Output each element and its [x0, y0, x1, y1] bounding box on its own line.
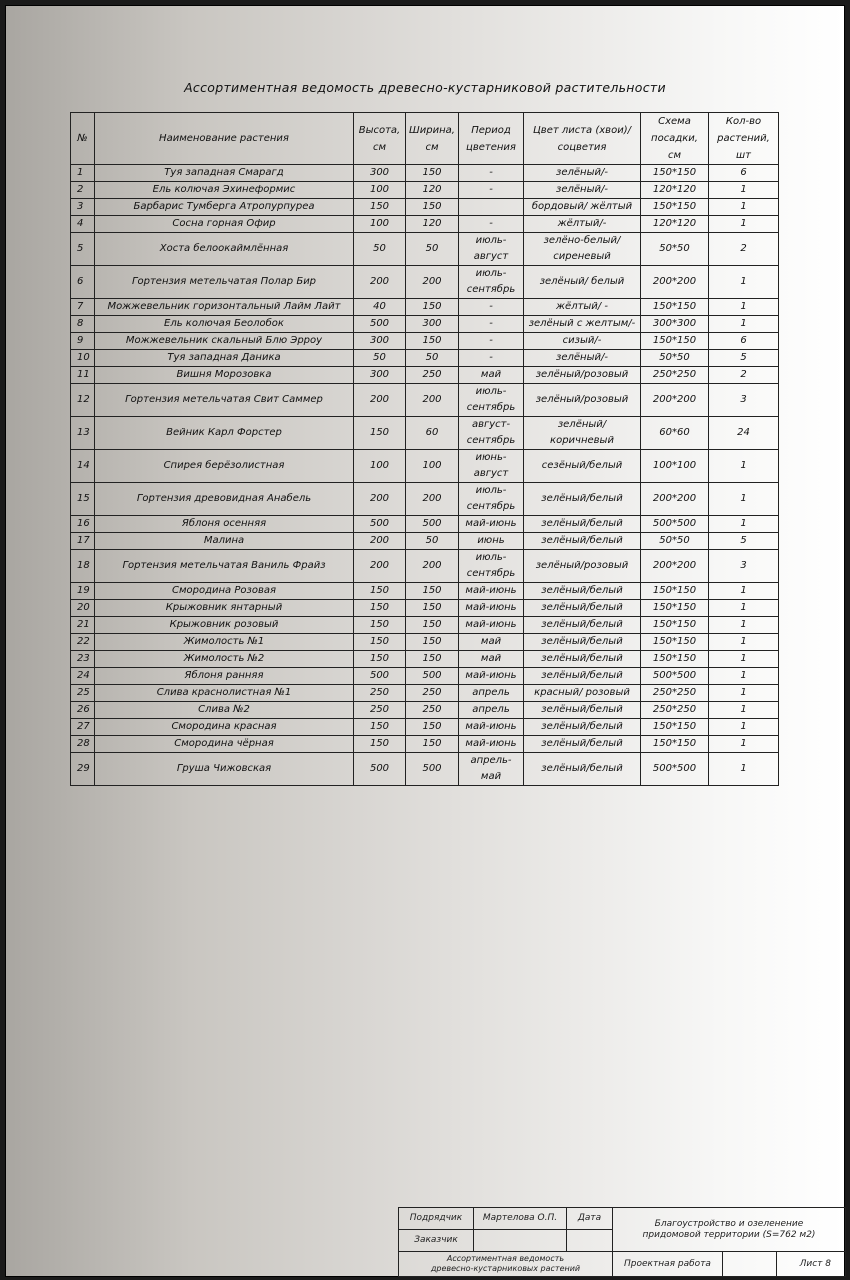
cell-width: 200 [406, 550, 459, 583]
cell-height: 300 [354, 333, 406, 350]
cell-bloom-period: июнь [459, 533, 524, 550]
header-height: Высота, см [354, 113, 406, 165]
cell-bloom-period: май-июнь [459, 600, 524, 617]
cell-planting-scheme: 500*500 [641, 668, 709, 685]
cell-planting-scheme: 250*250 [641, 702, 709, 719]
cell-height: 150 [354, 651, 406, 668]
cell-planting-scheme: 150*150 [641, 600, 709, 617]
table-row [71, 299, 779, 316]
cell-height: 100 [354, 182, 406, 199]
cell-height: 40 [354, 299, 406, 316]
cell-plant-name: Ель колючая Эхинеформис [95, 182, 354, 199]
cell-planting-scheme: 250*250 [641, 367, 709, 384]
table-row [71, 199, 779, 216]
cell-quantity: 1 [709, 719, 779, 736]
cell-number: 4 [71, 216, 95, 233]
cell-height: 150 [354, 617, 406, 634]
cell-leaf-color: бордовый/ жёлтый [524, 199, 641, 216]
table-row [71, 617, 779, 634]
cell-leaf-color: зелёный/белый [524, 583, 641, 600]
cell-leaf-color: зелёный/белый [524, 533, 641, 550]
cell-plant-name: Можжевельник горизонтальный Лайм Лайт [95, 299, 354, 316]
cell-height: 150 [354, 634, 406, 651]
table-row [71, 668, 779, 685]
cell-width: 250 [406, 685, 459, 702]
cell-quantity: 2 [709, 233, 779, 266]
cell-planting-scheme: 150*150 [641, 617, 709, 634]
table-row [71, 483, 779, 516]
table-header-row [71, 113, 779, 165]
header-width: Ширина, см [406, 113, 459, 165]
cell-planting-scheme: 150*150 [641, 736, 709, 753]
cell-leaf-color: жёлтый/- [524, 216, 641, 233]
cell-quantity: 1 [709, 753, 779, 786]
contractor-name: Мартелова О.П. [473, 1207, 567, 1230]
cell-leaf-color: красный/ розовый [524, 685, 641, 702]
cell-quantity: 1 [709, 199, 779, 216]
contractor-label: Подрядчик [398, 1207, 474, 1230]
cell-height: 250 [354, 702, 406, 719]
cell-height: 50 [354, 350, 406, 367]
cell-bloom-period: май-июнь [459, 516, 524, 533]
stamp-empty-cell [722, 1251, 777, 1277]
cell-number: 13 [71, 417, 95, 450]
cell-bloom-period: июль-сентябрь [459, 483, 524, 516]
cell-plant-name: Спирея берёзолистная [95, 450, 354, 483]
cell-planting-scheme: 500*500 [641, 516, 709, 533]
cell-quantity: 1 [709, 583, 779, 600]
cell-leaf-color: зелёный/белый [524, 617, 641, 634]
cell-width: 60 [406, 417, 459, 450]
title-block [398, 1207, 846, 1277]
project-title: Благоустройство и озеленение придомовой территории (S=762 м2) [612, 1207, 846, 1252]
cell-bloom-period: апрель-май [459, 753, 524, 786]
cell-height: 100 [354, 216, 406, 233]
cell-number: 17 [71, 533, 95, 550]
table-row [71, 233, 779, 266]
cell-plant-name: Гортензия метельчатая Ваниль Фрайз [95, 550, 354, 583]
cell-number: 8 [71, 316, 95, 333]
cell-number: 24 [71, 668, 95, 685]
cell-leaf-color: зелёный/белый [524, 702, 641, 719]
cell-leaf-color: зелёный/белый [524, 483, 641, 516]
cell-leaf-color: сезёный/белый [524, 450, 641, 483]
cell-number: 28 [71, 736, 95, 753]
cell-leaf-color: зелёный/- [524, 182, 641, 199]
cell-plant-name: Жимолость №1 [95, 634, 354, 651]
table-row [71, 165, 779, 182]
cell-leaf-color: зелёный/белый [524, 668, 641, 685]
cell-quantity: 1 [709, 450, 779, 483]
cell-width: 500 [406, 668, 459, 685]
cell-plant-name: Хоста белоокаймлённая [95, 233, 354, 266]
cell-bloom-period: май-июнь [459, 719, 524, 736]
cell-planting-scheme: 300*300 [641, 316, 709, 333]
cell-number: 12 [71, 384, 95, 417]
cell-leaf-color: зелёный/- [524, 350, 641, 367]
table-row [71, 417, 779, 450]
cell-number: 11 [71, 367, 95, 384]
cell-leaf-color: зелёный/ белый [524, 266, 641, 299]
cell-quantity: 1 [709, 182, 779, 199]
cell-number: 15 [71, 483, 95, 516]
cell-plant-name: Жимолость №2 [95, 651, 354, 668]
cell-leaf-color: зелёный/белый [524, 753, 641, 786]
cell-leaf-color: зелёный/белый [524, 719, 641, 736]
cell-bloom-period: - [459, 182, 524, 199]
customer-label: Заказчик [398, 1229, 474, 1252]
cell-bloom-period: - [459, 216, 524, 233]
table-row [71, 600, 779, 617]
cell-plant-name: Можжевельник скальный Блю Эрроу [95, 333, 354, 350]
cell-width: 100 [406, 450, 459, 483]
cell-leaf-color: жёлтый/ - [524, 299, 641, 316]
cell-quantity: 1 [709, 651, 779, 668]
cell-plant-name: Груша Чижовская [95, 753, 354, 786]
cell-planting-scheme: 150*150 [641, 719, 709, 736]
cell-plant-name: Смородина красная [95, 719, 354, 736]
cell-height: 200 [354, 550, 406, 583]
table-row [71, 367, 779, 384]
cell-planting-scheme: 50*50 [641, 533, 709, 550]
cell-bloom-period: июль-август [459, 233, 524, 266]
cell-leaf-color: зелёный/белый [524, 736, 641, 753]
cell-leaf-color: зелёный/белый [524, 516, 641, 533]
table-row [71, 216, 779, 233]
cell-number: 7 [71, 299, 95, 316]
cell-planting-scheme: 50*50 [641, 350, 709, 367]
cell-plant-name: Сосна горная Офир [95, 216, 354, 233]
cell-width: 120 [406, 182, 459, 199]
table-row [71, 384, 779, 417]
cell-leaf-color: зелёно-белый/ сиреневый [524, 233, 641, 266]
table-row [71, 316, 779, 333]
header-quantity: Кол-во растений, шт [709, 113, 779, 165]
cell-quantity: 1 [709, 685, 779, 702]
cell-number: 20 [71, 600, 95, 617]
cell-width: 150 [406, 583, 459, 600]
cell-bloom-period: - [459, 350, 524, 367]
table-row [71, 516, 779, 533]
cell-plant-name: Слива №2 [95, 702, 354, 719]
cell-plant-name: Туя западная Смарагд [95, 165, 354, 182]
cell-planting-scheme: 150*150 [641, 651, 709, 668]
header-name: Наименование растения [95, 113, 354, 165]
cell-height: 150 [354, 417, 406, 450]
cell-number: 18 [71, 550, 95, 583]
cell-quantity: 1 [709, 617, 779, 634]
cell-width: 150 [406, 617, 459, 634]
cell-planting-scheme: 150*150 [641, 583, 709, 600]
cell-number: 19 [71, 583, 95, 600]
cell-quantity: 1 [709, 299, 779, 316]
cell-planting-scheme: 200*200 [641, 266, 709, 299]
date-label: Дата [566, 1207, 613, 1230]
cell-width: 150 [406, 634, 459, 651]
header-planting-scheme: Схема посадки, см [641, 113, 709, 165]
cell-quantity: 6 [709, 165, 779, 182]
cell-height: 200 [354, 266, 406, 299]
customer-name-empty [473, 1229, 567, 1252]
cell-height: 500 [354, 516, 406, 533]
cell-width: 250 [406, 367, 459, 384]
cell-number: 25 [71, 685, 95, 702]
table-row [71, 450, 779, 483]
cell-bloom-period: - [459, 333, 524, 350]
cell-planting-scheme: 200*200 [641, 384, 709, 417]
cell-width: 150 [406, 199, 459, 216]
cell-quantity: 1 [709, 600, 779, 617]
cell-width: 120 [406, 216, 459, 233]
cell-quantity: 24 [709, 417, 779, 450]
cell-bloom-period: апрель [459, 685, 524, 702]
cell-bloom-period: май-июнь [459, 617, 524, 634]
cell-leaf-color: зелёный/белый [524, 600, 641, 617]
cell-quantity: 3 [709, 384, 779, 417]
cell-height: 150 [354, 600, 406, 617]
cell-width: 50 [406, 533, 459, 550]
cell-width: 150 [406, 736, 459, 753]
cell-quantity: 1 [709, 668, 779, 685]
cell-height: 100 [354, 450, 406, 483]
table-row [71, 333, 779, 350]
cell-planting-scheme: 150*150 [641, 299, 709, 316]
cell-planting-scheme: 120*120 [641, 182, 709, 199]
cell-planting-scheme: 120*120 [641, 216, 709, 233]
cell-bloom-period: май [459, 651, 524, 668]
cell-width: 150 [406, 333, 459, 350]
cell-quantity: 1 [709, 216, 779, 233]
table-row [71, 651, 779, 668]
table-row [71, 702, 779, 719]
cell-height: 500 [354, 316, 406, 333]
table-row [71, 736, 779, 753]
cell-plant-name: Яблоня ранняя [95, 668, 354, 685]
cell-planting-scheme: 150*150 [641, 634, 709, 651]
cell-width: 300 [406, 316, 459, 333]
cell-width: 200 [406, 483, 459, 516]
cell-leaf-color: зелёный/коричневый [524, 417, 641, 450]
project-type: Проектная работа [612, 1251, 723, 1277]
cell-plant-name: Вишня Морозовка [95, 367, 354, 384]
sheet-title: Ассортиментная ведомость древесно-кустарниковых растений [398, 1251, 613, 1277]
cell-bloom-period: - [459, 299, 524, 316]
cell-bloom-period: июль-сентябрь [459, 266, 524, 299]
cell-height: 250 [354, 685, 406, 702]
cell-bloom-period: июль-сентябрь [459, 550, 524, 583]
cell-plant-name: Слива краснолистная №1 [95, 685, 354, 702]
cell-bloom-period: май [459, 634, 524, 651]
cell-planting-scheme: 200*200 [641, 483, 709, 516]
cell-plant-name: Крыжовник розовый [95, 617, 354, 634]
cell-height: 150 [354, 719, 406, 736]
cell-plant-name: Вейник Карл Форстер [95, 417, 354, 450]
cell-quantity: 1 [709, 266, 779, 299]
table-row [71, 719, 779, 736]
cell-number: 10 [71, 350, 95, 367]
cell-bloom-period: август-сентябрь [459, 417, 524, 450]
table-row [71, 634, 779, 651]
cell-quantity: 1 [709, 516, 779, 533]
cell-bloom-period: июль-сентябрь [459, 384, 524, 417]
cell-number: 2 [71, 182, 95, 199]
table-row [71, 753, 779, 786]
cell-number: 9 [71, 333, 95, 350]
cell-quantity: 1 [709, 483, 779, 516]
cell-number: 22 [71, 634, 95, 651]
cell-height: 200 [354, 384, 406, 417]
date-value-empty [566, 1229, 613, 1252]
table-row [71, 266, 779, 299]
cell-leaf-color: сизый/- [524, 333, 641, 350]
cell-number: 16 [71, 516, 95, 533]
cell-planting-scheme: 500*500 [641, 753, 709, 786]
cell-quantity: 1 [709, 736, 779, 753]
cell-plant-name: Ель колючая Беолобок [95, 316, 354, 333]
cell-width: 150 [406, 651, 459, 668]
cell-width: 500 [406, 516, 459, 533]
cell-quantity: 3 [709, 550, 779, 583]
cell-number: 27 [71, 719, 95, 736]
cell-quantity: 1 [709, 316, 779, 333]
cell-number: 3 [71, 199, 95, 216]
cell-width: 250 [406, 702, 459, 719]
cell-leaf-color: зелёный/белый [524, 634, 641, 651]
cell-height: 150 [354, 736, 406, 753]
header-leaf-color: Цвет листа (хвои)/ соцветия [524, 113, 641, 165]
cell-plant-name: Малина [95, 533, 354, 550]
cell-bloom-period: - [459, 165, 524, 182]
cell-height: 200 [354, 533, 406, 550]
cell-width: 150 [406, 719, 459, 736]
table-row [71, 583, 779, 600]
cell-leaf-color: зелёный/розовый [524, 550, 641, 583]
cell-bloom-period: апрель [459, 702, 524, 719]
cell-planting-scheme: 100*100 [641, 450, 709, 483]
cell-height: 150 [354, 583, 406, 600]
document-title: Ассортиментная ведомость древесно-кустарниковой растительности [184, 80, 666, 95]
cell-planting-scheme: 250*250 [641, 685, 709, 702]
cell-quantity: 6 [709, 333, 779, 350]
cell-planting-scheme: 150*150 [641, 199, 709, 216]
cell-leaf-color: зелёный/- [524, 165, 641, 182]
cell-width: 150 [406, 600, 459, 617]
cell-width: 50 [406, 233, 459, 266]
cell-plant-name: Яблоня осенняя [95, 516, 354, 533]
cell-leaf-color: зелёный с желтым/- [524, 316, 641, 333]
cell-height: 150 [354, 199, 406, 216]
cell-quantity: 1 [709, 702, 779, 719]
cell-quantity: 5 [709, 350, 779, 367]
cell-plant-name: Гортензия метельчатая Полар Бир [95, 266, 354, 299]
cell-bloom-period: май-июнь [459, 668, 524, 685]
cell-number: 5 [71, 233, 95, 266]
header-bloom-period: Период цветения [459, 113, 524, 165]
cell-number: 1 [71, 165, 95, 182]
cell-planting-scheme: 150*150 [641, 333, 709, 350]
table-row [71, 182, 779, 199]
cell-height: 300 [354, 367, 406, 384]
cell-height: 300 [354, 165, 406, 182]
cell-number: 23 [71, 651, 95, 668]
cell-bloom-period [459, 199, 524, 216]
cell-height: 500 [354, 753, 406, 786]
cell-planting-scheme: 60*60 [641, 417, 709, 450]
cell-number: 14 [71, 450, 95, 483]
cell-plant-name: Смородина Розовая [95, 583, 354, 600]
table-row [71, 550, 779, 583]
cell-quantity: 5 [709, 533, 779, 550]
cell-width: 200 [406, 266, 459, 299]
cell-bloom-period: май-июнь [459, 736, 524, 753]
plant-schedule-table [70, 112, 779, 786]
sheet-number: Лист 8 [776, 1251, 846, 1277]
cell-leaf-color: зелёный/белый [524, 651, 641, 668]
cell-width: 150 [406, 299, 459, 316]
cell-number: 26 [71, 702, 95, 719]
cell-bloom-period: июнь-август [459, 450, 524, 483]
cell-quantity: 1 [709, 634, 779, 651]
cell-plant-name: Крыжовник янтарный [95, 600, 354, 617]
cell-height: 50 [354, 233, 406, 266]
cell-width: 200 [406, 384, 459, 417]
cell-quantity: 2 [709, 367, 779, 384]
cell-width: 150 [406, 165, 459, 182]
cell-planting-scheme: 200*200 [641, 550, 709, 583]
table-row [71, 685, 779, 702]
cell-planting-scheme: 150*150 [641, 165, 709, 182]
table-row [71, 350, 779, 367]
cell-planting-scheme: 50*50 [641, 233, 709, 266]
cell-width: 50 [406, 350, 459, 367]
cell-bloom-period: май [459, 367, 524, 384]
cell-bloom-period: - [459, 316, 524, 333]
cell-width: 500 [406, 753, 459, 786]
cell-plant-name: Смородина чёрная [95, 736, 354, 753]
cell-plant-name: Гортензия метельчатая Свит Саммер [95, 384, 354, 417]
cell-plant-name: Гортензия древовидная Анабель [95, 483, 354, 516]
cell-number: 29 [71, 753, 95, 786]
cell-number: 6 [71, 266, 95, 299]
table-row [71, 533, 779, 550]
cell-bloom-period: май-июнь [459, 583, 524, 600]
cell-plant-name: Барбарис Тумберга Атропурпуреа [95, 199, 354, 216]
cell-number: 21 [71, 617, 95, 634]
cell-height: 500 [354, 668, 406, 685]
cell-leaf-color: зелёный/розовый [524, 367, 641, 384]
cell-leaf-color: зелёный/розовый [524, 384, 641, 417]
header-number: № [71, 113, 95, 165]
cell-plant-name: Туя западная Даника [95, 350, 354, 367]
cell-height: 200 [354, 483, 406, 516]
